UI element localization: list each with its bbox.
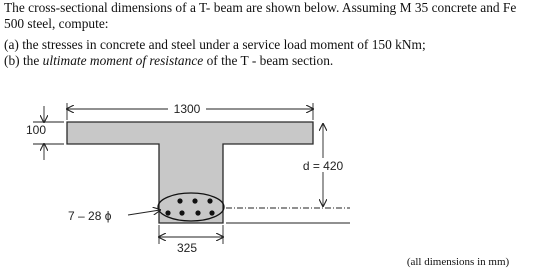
rebar-bar: [179, 210, 184, 215]
reinforcement-leader-line: [128, 210, 160, 215]
rebar-bar: [207, 198, 212, 203]
rebar-bar: [209, 210, 214, 215]
flange-thickness-dimension: [26, 106, 64, 160]
web-width-dimension: [159, 225, 223, 255]
effective-depth-label: d = 420: [302, 159, 344, 173]
rebar-bar: [177, 198, 182, 203]
flange-thickness-label: 100: [25, 123, 47, 137]
reinforcement-label: 7 – 28 ϕ: [68, 209, 112, 223]
rebar-bar: [195, 210, 200, 215]
flange-width-label: 1300: [173, 102, 201, 116]
problem-part-a: (a) the stresses in concrete and steel under a service load moment of 150 kNm;: [4, 37, 426, 52]
t-beam-section: [67, 122, 313, 223]
rebar-bar: [192, 198, 197, 203]
flange-width-dimension: [67, 101, 313, 120]
part-b-suffix: of the T - beam section.: [203, 52, 334, 68]
units-note: (all dimensions in mm): [406, 256, 510, 268]
part-b-prefix: (b) the: [4, 52, 43, 68]
part-b-emphasis: ultimate moment of resistance: [42, 52, 204, 68]
rebar-bar: [165, 210, 170, 215]
web-width-label: 325: [176, 241, 198, 255]
problem-intro: The cross-sectional dimensions of a T- beam are shown below. Assuming M 35 concrete and Fe 500 steel, compute:: [4, 0, 517, 31]
